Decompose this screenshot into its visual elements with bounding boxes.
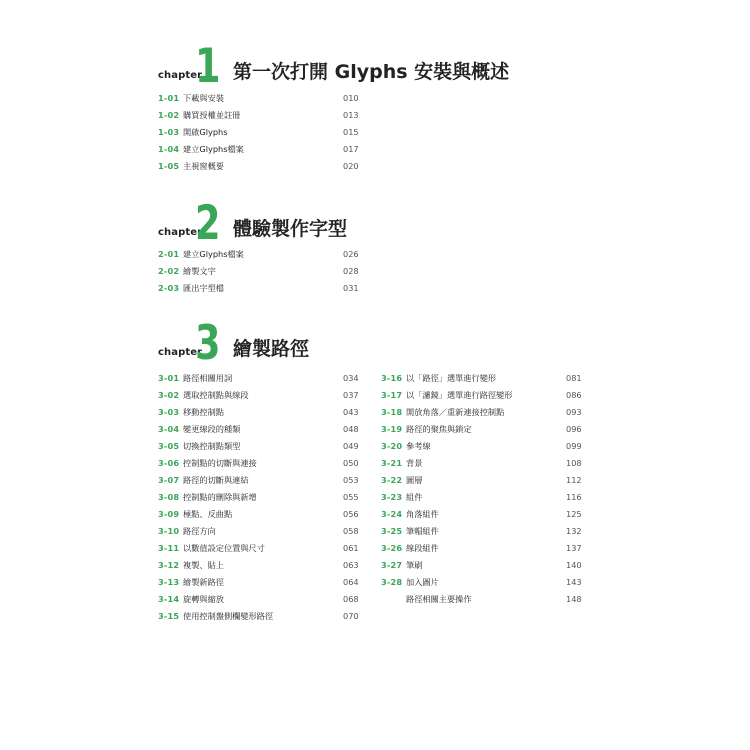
toc-entry-page: 132 (566, 526, 582, 536)
toc-entry-number: 3-06 (158, 458, 180, 468)
chapter-3-toc-right (381, 370, 591, 608)
toc-entry-title: 移動控制點 (183, 407, 224, 417)
toc-entry (158, 404, 368, 421)
toc-entry-title: 路徑方向 (183, 526, 216, 536)
toc-entry-number: 3-14 (158, 594, 180, 604)
chapter-label: chapter (158, 70, 203, 81)
toc-entry-page: 064 (343, 577, 359, 587)
toc-entry-title: 路徑相關用詞 (183, 373, 233, 383)
toc-entry-number: 1-04 (158, 144, 180, 154)
toc-entry-number: 2-01 (158, 249, 180, 259)
toc-entry-page: 063 (343, 560, 359, 570)
toc-entry (158, 107, 368, 124)
toc-entry (381, 472, 591, 489)
toc-entry-title: 開放角落／重新連接控制點 (406, 407, 505, 417)
chapter-1-toc (158, 90, 368, 175)
toc-entry-title: 圖層 (406, 475, 423, 485)
toc-entry (158, 438, 368, 455)
toc-entry-title: 複製、貼上 (183, 560, 224, 570)
toc-entry (158, 158, 368, 175)
toc-entry (158, 455, 368, 472)
toc-entry (158, 141, 368, 158)
toc-entry-number: 3-27 (381, 560, 403, 570)
toc-entry (381, 557, 591, 574)
chapter-title: 體驗製作字型 (233, 218, 348, 240)
toc-entry-title: 使用控制盤側欄變形路徑 (183, 611, 274, 621)
toc-entry (381, 438, 591, 455)
toc-entry-page: 061 (343, 543, 359, 553)
toc-entry (158, 523, 368, 540)
toc-entry-number: 3-11 (158, 543, 180, 553)
toc-entry (381, 387, 591, 404)
toc-entry-title: 筆刷 (406, 560, 423, 570)
toc-entry (381, 540, 591, 557)
toc-entry-title: 選取控制點與線段 (183, 390, 249, 400)
toc-entry (158, 608, 368, 625)
toc-entry-page: 043 (343, 407, 359, 417)
toc-entry-title: 繪製文字 (183, 266, 216, 276)
toc-entry (381, 370, 591, 387)
toc-entry-title: 下載與安裝 (183, 93, 224, 103)
toc-entry-number: 3-22 (381, 475, 403, 485)
toc-entry-title: 建立Glyphs檔案 (183, 249, 244, 259)
toc-entry-title: 角落組件 (406, 509, 439, 519)
toc-entry-title: 線段組件 (406, 543, 439, 553)
toc-entry-number: 3-01 (158, 373, 180, 383)
toc-entry-title: 以數值設定位置與尺寸 (183, 543, 265, 553)
toc-entry (381, 574, 591, 591)
toc-entry-page: 055 (343, 492, 359, 502)
toc-entry (158, 574, 368, 591)
toc-entry (158, 370, 368, 387)
toc-entry-page: 050 (343, 458, 359, 468)
toc-entry-number: 1-02 (158, 110, 180, 120)
chapter-label: chapter (158, 347, 203, 358)
toc-entry (381, 506, 591, 523)
toc-entry (158, 540, 368, 557)
toc-entry-number: 1-05 (158, 161, 180, 171)
toc-entry-number: 3-09 (158, 509, 180, 519)
toc-entry-title: 匯出字型檔 (183, 283, 224, 293)
toc-entry-title: 路徑相關主要操作 (406, 594, 472, 604)
toc-entry (158, 506, 368, 523)
toc-entry-number: 3-19 (381, 424, 403, 434)
toc-entry-number: 3-08 (158, 492, 180, 502)
toc-entry-page: 053 (343, 475, 359, 485)
toc-entry-number: 3-21 (381, 458, 403, 468)
toc-entry-title: 切換控制點類型 (183, 441, 241, 451)
toc-entry-title: 背景 (406, 458, 423, 468)
toc-entry-page: 125 (566, 509, 582, 519)
toc-entry-page: 096 (566, 424, 582, 434)
toc-entry-number: 3-28 (381, 577, 403, 587)
toc-entry (158, 90, 368, 107)
chapter-number: 2 (195, 196, 221, 251)
toc-entry (381, 591, 591, 608)
toc-entry-page: 143 (566, 577, 582, 587)
toc-entry-page: 028 (343, 266, 359, 276)
toc-entry-title: 路徑的聚焦與鎖定 (406, 424, 472, 434)
chapter-2-toc (158, 246, 368, 297)
toc-entry-page: 108 (566, 458, 582, 468)
toc-entry-title: 以「路徑」選單進行變形 (406, 373, 497, 383)
toc-entry-number: 3-20 (381, 441, 403, 451)
toc-entry-page: 116 (566, 492, 582, 502)
toc-entry-page: 017 (343, 144, 359, 154)
toc-entry-page: 112 (566, 475, 582, 485)
toc-entry-page: 058 (343, 526, 359, 536)
toc-entry-title: 主視窗概要 (183, 161, 224, 171)
toc-entry (381, 421, 591, 438)
toc-entry-title: 購買授權並註冊 (183, 110, 241, 120)
toc-entry-page: 015 (343, 127, 359, 137)
toc-entry-number: 3-03 (158, 407, 180, 417)
toc-entry-title: 控制點的切斷與連接 (183, 458, 257, 468)
toc-entry-title: 加入圖片 (406, 577, 439, 587)
toc-entry-page: 031 (343, 283, 359, 293)
toc-entry-number: 3-23 (381, 492, 403, 502)
toc-entry-title: 開啟Glyphs (183, 127, 228, 137)
toc-entry-number: 1-03 (158, 127, 180, 137)
toc-entry-page: 020 (343, 161, 359, 171)
toc-entry-page: 137 (566, 543, 582, 553)
toc-entry-page: 068 (343, 594, 359, 604)
toc-entry-number: 3-26 (381, 543, 403, 553)
toc-entry (158, 280, 368, 297)
toc-entry-page: 037 (343, 390, 359, 400)
toc-entry-page: 010 (343, 93, 359, 103)
toc-entry-title: 參考線 (406, 441, 431, 451)
toc-entry (158, 246, 368, 263)
toc-entry-title: 變更線段的種類 (183, 424, 241, 434)
toc-entry-number: 3-15 (158, 611, 180, 621)
toc-entry (158, 124, 368, 141)
toc-entry-number: 3-17 (381, 390, 403, 400)
toc-entry (158, 489, 368, 506)
chapter-number: 3 (195, 316, 221, 371)
toc-entry-title: 路徑的切斷與連結 (183, 475, 249, 485)
toc-entry (381, 489, 591, 506)
toc-entry-number: 3-13 (158, 577, 180, 587)
toc-entry-title: 極點、反曲點 (183, 509, 233, 519)
toc-entry-page: 081 (566, 373, 582, 383)
toc-entry-number: 3-02 (158, 390, 180, 400)
toc-entry (381, 523, 591, 540)
toc-entry-page: 056 (343, 509, 359, 519)
chapter-title: 繪製路徑 (233, 338, 310, 360)
toc-entry-number: 2-02 (158, 266, 180, 276)
toc-entry-title: 以「濾鏡」選單進行路徑變形 (406, 390, 513, 400)
toc-entry-page: 049 (343, 441, 359, 451)
toc-entry-page: 070 (343, 611, 359, 621)
toc-entry-number: 3-05 (158, 441, 180, 451)
toc-entry (381, 404, 591, 421)
toc-entry (158, 591, 368, 608)
toc-entry-number: 3-04 (158, 424, 180, 434)
toc-entry-title: 控制點的刪除與新增 (183, 492, 257, 502)
chapter-title: 第一次打開 Glyphs 安裝與概述 (233, 61, 510, 83)
toc-entry-page: 013 (343, 110, 359, 120)
toc-entry-page: 099 (566, 441, 582, 451)
toc-entry-number: 3-10 (158, 526, 180, 536)
toc-entry-title: 筆帽組件 (406, 526, 439, 536)
toc-entry-number: 3-24 (381, 509, 403, 519)
chapter-number: 1 (195, 39, 221, 94)
toc-entry-page: 140 (566, 560, 582, 570)
toc-entry-number: 2-03 (158, 283, 180, 293)
toc-entry-title: 繪製新路徑 (183, 577, 224, 587)
toc-entry (381, 455, 591, 472)
toc-entry-number: 3-16 (381, 373, 403, 383)
toc-entry (158, 387, 368, 404)
toc-entry-number: 3-07 (158, 475, 180, 485)
toc-entry-number: 3-25 (381, 526, 403, 536)
toc-entry (158, 472, 368, 489)
toc-entry-page: 148 (566, 594, 582, 604)
toc-entry-page: 026 (343, 249, 359, 259)
toc-entry-number: 3-18 (381, 407, 403, 417)
toc-entry-title: 旋轉與縮放 (183, 594, 224, 604)
toc-entry-page: 093 (566, 407, 582, 417)
toc-entry-page: 048 (343, 424, 359, 434)
toc-entry (158, 263, 368, 280)
toc-entry (158, 557, 368, 574)
chapter-3-toc-left (158, 370, 368, 625)
chapter-label: chapter (158, 227, 203, 238)
toc-entry-number: 1-01 (158, 93, 180, 103)
toc-entry-number: 3-12 (158, 560, 180, 570)
toc-entry-page: 034 (343, 373, 359, 383)
toc-entry-page: 086 (566, 390, 582, 400)
toc-entry-title: 組件 (406, 492, 423, 502)
toc-entry-title: 建立Glyphs檔案 (183, 144, 244, 154)
toc-entry (158, 421, 368, 438)
